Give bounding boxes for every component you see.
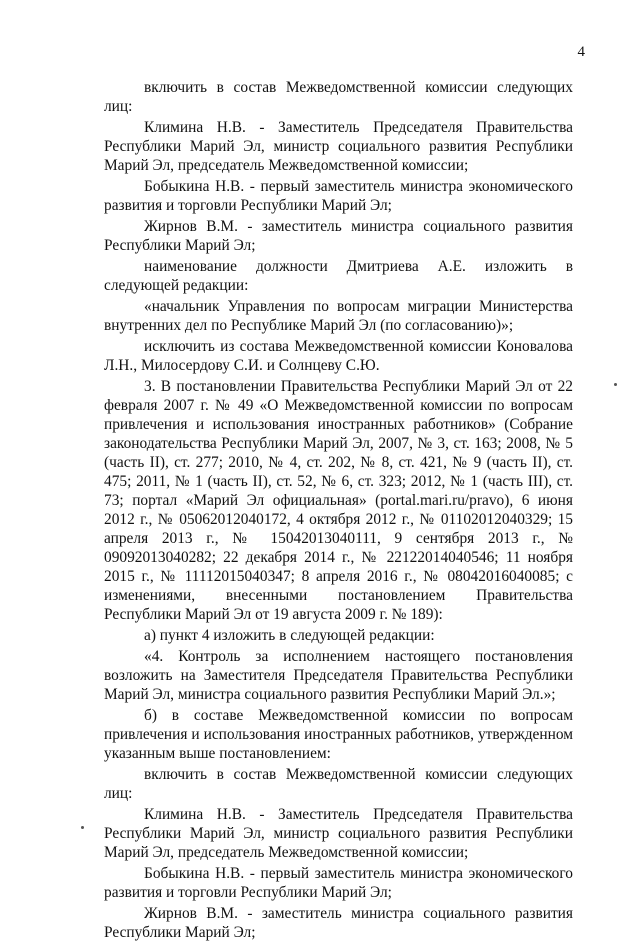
paragraph: исключить из состава Межведомственной комиссии Коновалова Л.Н., Милосердову С.И. и Солнцеву С.Ю. <box>104 338 573 374</box>
paragraph: Жирнов В.М. - заместитель министра социального развития Республики Марий Эл; <box>104 218 573 254</box>
paragraph: 3. В постановлении Правительства Республики Марий Эл от 22 февраля 2007 г. № 49 «О Межведомственной комиссии по вопросам привлечения и использования иностранных работников» (Собрание законодательства Республики Марий Эл, 2007, № 3, ст. 163; 2008, № 5 (часть II), ст. 277; 2010, № 4, ст. 202, № 8, ст. 421, № 9 (часть II), ст. 475; 2011, № 1 (часть II), ст. 52, № 6, ст. 323; 2012, № 1 (часть III), ст. 73; портал «Марий Эл официальная» (portal.mari.ru/pravo), 6 июня 2012 г., № 05062012040172, 4 октября 2012 г., № 01102012040329; 15 апреля 2013 г., № 15042013040111, 9 сентября 2013 г., № 09092013040282; 22 декабря 2014 г., № 22122014040546; 11 ноября 2015 г., № 11112015040347; 8 апреля 2016 г., № 08042016040085; с изменениями, внесенными постановлением Правительства Республики Марий Эл от 19 августа 2009 г. № 189): <box>104 378 573 623</box>
paragraph: включить в состав Межведомственной комиссии следующих лиц: <box>104 79 573 115</box>
paragraph: «4. Контроль за исполнением настоящего постановления возложить на Заместителя Председателя Правительства Республики Марий Эл, министра социального развития Республики Марий Эл.»; <box>104 648 573 703</box>
paragraph: Климина Н.В. - Заместитель Председателя Правительства Республики Марий Эл, министр социального развития Республики Марий Эл, председатель Межведомственной комиссии; <box>104 119 573 174</box>
page-number: 4 <box>577 44 585 60</box>
paragraph: Климина Н.В. - Заместитель Председателя Правительства Республики Марий Эл, министр социального развития Республики Марий Эл, председатель Межведомственной комиссии; <box>104 806 573 861</box>
scan-speck <box>614 383 617 386</box>
document-body <box>104 78 573 942</box>
paragraph: наименование должности Дмитриева А.Е. изложить в следующей редакции: <box>104 258 573 294</box>
paragraph: Бобыкина Н.В. - первый заместитель министра экономического развития и торговли Республики Марий Эл; <box>104 178 573 214</box>
paragraph: а) пункт 4 изложить в следующей редакции: <box>144 627 435 644</box>
scan-speck <box>81 826 84 829</box>
paragraph: Бобыкина Н.В. - первый заместитель министра экономического развития и торговли Республики Марий Эл; <box>104 865 573 901</box>
paragraph: Жирнов В.М. - заместитель министра социального развития Республики Марий Эл; <box>104 905 573 941</box>
paragraph: включить в состав Межведомственной комиссии следующих лиц: <box>104 766 573 802</box>
paragraph: б) в составе Межведомственной комиссии по вопросам привлечения и использования иностранных работников, утвержденном указанным выше постановлением: <box>104 707 573 762</box>
paragraph: «начальник Управления по вопросам миграции Министерства внутренних дел по Республике Марий Эл (по согласованию)»; <box>104 298 573 334</box>
